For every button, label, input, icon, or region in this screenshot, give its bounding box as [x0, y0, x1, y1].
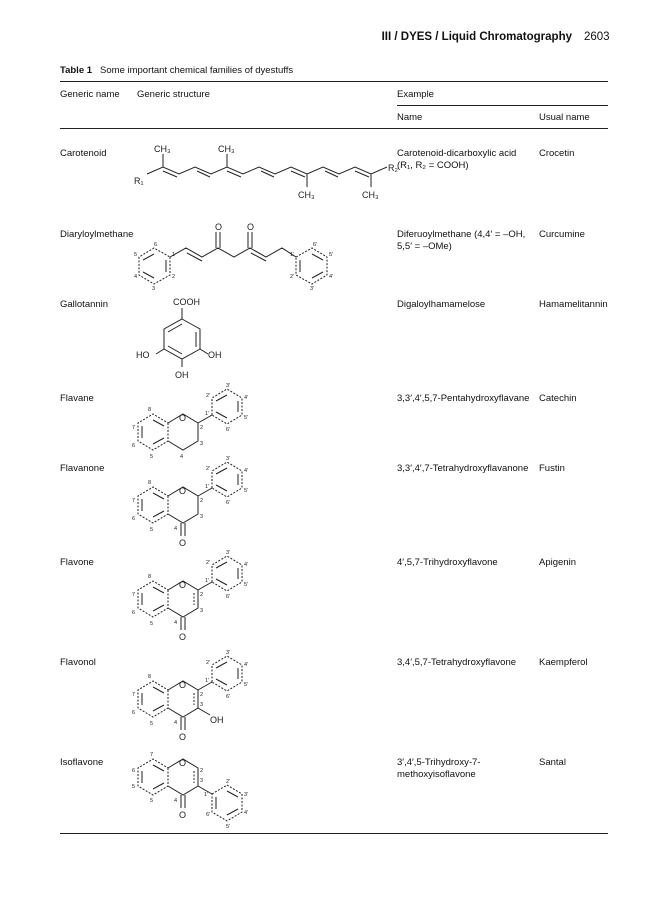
locant: 7 [132, 692, 136, 698]
locant: 4′ [329, 274, 334, 280]
usual-name-cell: Fustin [539, 463, 565, 474]
flavonol-structure [130, 652, 270, 747]
oxygen-label: O [179, 632, 187, 642]
usual-name-cell: Catechin [539, 393, 577, 404]
oxygen-label: O [179, 486, 187, 496]
example-name-cell [397, 148, 516, 172]
locant: 5′ [244, 682, 249, 688]
locant: 4′ [244, 810, 249, 816]
locant: 3 [200, 702, 204, 708]
col-header-example: Example [397, 89, 434, 100]
example-name-cell: 3,3′,4′,5,7-Pentahydroxyflavane [397, 393, 530, 404]
example-name-line: Diferuoylmethane (4,4′ = –OH, [397, 229, 526, 240]
running-header-title: III / DYES / Liquid Chromatography [381, 31, 572, 43]
table-top-rule [60, 81, 608, 82]
locant: 1′ [205, 411, 210, 417]
locant: 8 [148, 674, 152, 680]
hydroxyl-label: OH [208, 350, 222, 360]
example-name-line: methoxyisoflavone [397, 769, 476, 780]
diaryloylmethane-structure [130, 220, 345, 295]
flavone-structure [130, 552, 270, 647]
locant: 7 [132, 592, 136, 598]
r1-label: R₁ [134, 176, 144, 186]
locant: 6 [132, 443, 136, 449]
locant: 6′ [313, 242, 318, 248]
locant: 2′ [290, 274, 295, 280]
generic-name-cell: Flavonol [60, 657, 96, 668]
usual-name-cell: Crocetin [539, 148, 575, 159]
locant: 2 [200, 768, 204, 774]
locant: 2 [200, 498, 204, 504]
locant: 3 [200, 778, 204, 784]
usual-name-cell: Hamamelitannin [539, 299, 608, 310]
hydroxyl-label: OH [175, 370, 189, 380]
hydroxyl-label: HO [136, 350, 150, 360]
generic-name-cell: Gallotannin [60, 299, 109, 310]
locant: 4′ [244, 395, 249, 401]
hydroxyl-label: OH [210, 715, 224, 725]
usual-name-cell: Santal [539, 757, 566, 768]
locant: 8 [148, 407, 152, 413]
locant: 4 [134, 274, 138, 280]
locant: 8 [148, 574, 152, 580]
locant: 5′ [244, 415, 249, 421]
locant: 3′ [226, 650, 231, 656]
locant: 5 [150, 798, 154, 804]
locant: 6′ [226, 694, 231, 700]
locant: 3 [152, 286, 156, 292]
locant: 4 [174, 526, 178, 532]
usual-name-cell: Curcumine [539, 229, 585, 240]
header-bottom-rule [60, 128, 608, 129]
methyl-label: CH₃ [362, 190, 379, 200]
oxygen-label: O [179, 413, 187, 423]
methyl-label: CH₃ [298, 190, 315, 200]
locant: 6 [132, 610, 136, 616]
locant: 1′ [205, 678, 210, 684]
locant: 1′ [205, 484, 210, 490]
locant: 5′ [244, 488, 249, 494]
locant: 5′ [329, 252, 334, 258]
example-name-line: 5,5′ = –OMe) [397, 241, 452, 252]
example-sub-rule [397, 105, 608, 106]
locant: 6′ [206, 812, 211, 818]
col-header-generic-structure: Generic structure [137, 89, 210, 100]
oxygen-label: O [215, 222, 223, 232]
locant: 1 [172, 252, 176, 258]
oxygen-label: O [179, 580, 187, 590]
locant: 4 [174, 720, 178, 726]
locant: 2′ [206, 393, 211, 399]
generic-name-cell: Carotenoid [60, 148, 107, 159]
locant: 2 [200, 425, 204, 431]
col-header-usual-name: Usual name [539, 112, 590, 123]
example-name-cell: 3,4′,5,7-Tetrahydroxyflavone [397, 657, 517, 668]
locant: 4 [180, 454, 184, 460]
locant: 5′ [226, 824, 231, 830]
example-name-cell [397, 757, 480, 781]
locant: 6 [132, 516, 136, 522]
example-name-line: (R₁, R₂ = COOH) [397, 160, 469, 171]
locant: 3′ [226, 383, 231, 389]
locant: 3′ [226, 456, 231, 462]
methyl-label: CH₃ [218, 144, 235, 154]
flavanone-structure [130, 458, 270, 553]
locant: 3 [200, 608, 204, 614]
locant: 6′ [226, 427, 231, 433]
locant: 2′ [206, 466, 211, 472]
oxygen-label: O [179, 732, 187, 742]
locant: 2′ [206, 660, 211, 666]
locant: 5 [132, 784, 136, 790]
locant: 5 [150, 527, 154, 533]
locant: 3′ [226, 550, 231, 556]
generic-name-cell: Flavane [60, 393, 94, 404]
table-caption-text: Some important chemical families of dyestuffs [100, 65, 294, 76]
locant: 2 [200, 592, 204, 598]
locant: 4 [174, 798, 178, 804]
example-name-cell: 4′,5,7-Trihydroxyflavone [397, 557, 498, 568]
page-number: 2603 [584, 31, 610, 43]
usual-name-cell: Apigenin [539, 557, 576, 568]
locant: 4′ [244, 468, 249, 474]
carotenoid-structure [130, 140, 400, 210]
locant: 6′ [226, 500, 231, 506]
generic-name-cell: Isoflavone [60, 757, 104, 768]
locant: 2′ [226, 779, 231, 785]
table-label: Table 1 [60, 65, 93, 76]
isoflavone-structure [130, 750, 270, 832]
locant: 2 [172, 274, 176, 280]
locant: 2′ [206, 560, 211, 566]
generic-name-cell: Flavanone [60, 463, 105, 474]
oxygen-label: O [179, 680, 187, 690]
locant: 3′ [310, 286, 315, 292]
generic-name-cell: Diaryloylmethane [60, 229, 134, 240]
oxygen-label: O [179, 538, 187, 548]
example-name-cell [397, 229, 525, 253]
example-name-line: 3′,4′,5-Trihydroxy-7- [397, 757, 481, 768]
oxygen-label: O [247, 222, 255, 232]
locant: 4′ [244, 662, 249, 668]
locant: 7 [150, 752, 154, 758]
locant: 1′ [290, 252, 295, 258]
locant: 5 [150, 621, 154, 627]
table-caption [60, 65, 293, 76]
locant: 6′ [226, 594, 231, 600]
locant: 6 [132, 710, 136, 716]
col-header-name: Name [397, 112, 423, 123]
locant: 1′ [204, 792, 209, 798]
locant: 5 [150, 721, 154, 727]
oxygen-label: O [179, 810, 187, 820]
locant: 4′ [244, 562, 249, 568]
locant: 7 [132, 425, 136, 431]
cooh-label: COOH [173, 297, 200, 307]
usual-name-cell: Kaempferol [539, 657, 588, 668]
locant: 5 [134, 252, 138, 258]
col-header-generic-name: Generic name [60, 89, 120, 100]
oxygen-label: O [179, 758, 187, 768]
locant: 7 [132, 498, 136, 504]
example-name-line: Carotenoid-dicarboxylic acid [397, 148, 517, 159]
locant: 5 [150, 454, 154, 460]
locant: 6 [154, 242, 158, 248]
example-name-cell: 3,3′,4′,7-Tetrahydroxyflavanone [397, 463, 529, 474]
locant: 5′ [244, 582, 249, 588]
r2-label: R₂ [388, 163, 398, 173]
example-name-cell: Digaloylhamamelose [397, 299, 486, 310]
locant: 1′ [205, 578, 210, 584]
locant: 4 [174, 620, 178, 626]
table-bottom-rule [60, 833, 608, 834]
methyl-label: CH₃ [154, 144, 171, 154]
locant: 2 [200, 692, 204, 698]
locant: 3 [200, 514, 204, 520]
locant: 3 [200, 441, 204, 447]
locant: 6 [132, 768, 136, 774]
locant: 3′ [244, 792, 249, 798]
locant: 8 [148, 480, 152, 486]
gallotannin-structure [130, 292, 240, 387]
generic-name-cell: Flavone [60, 557, 94, 568]
